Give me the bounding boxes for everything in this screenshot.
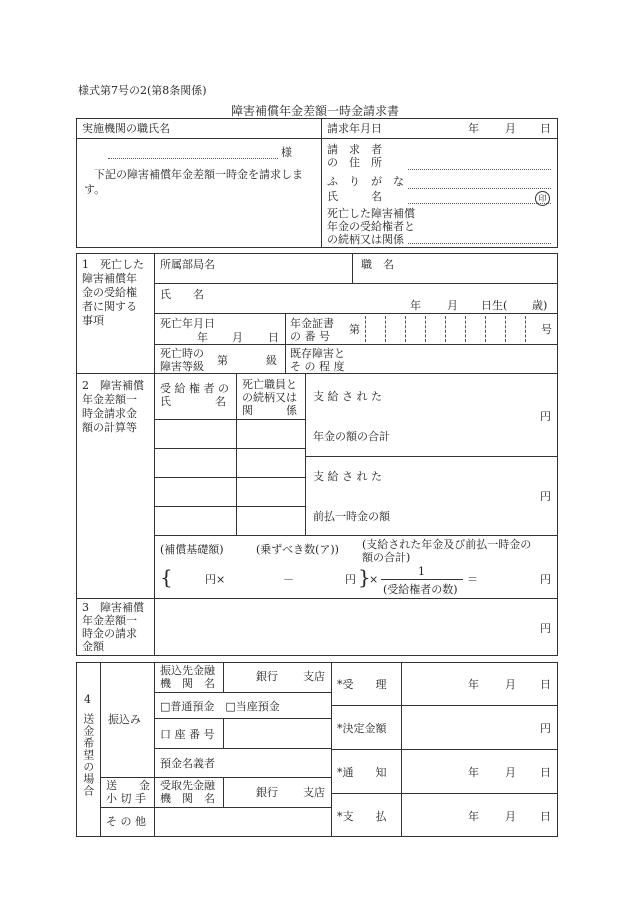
other-label: そ の 他 [106, 815, 146, 828]
paid-lump-yen[interactable]: 円 [540, 490, 551, 503]
death-month[interactable]: 月 [232, 331, 243, 344]
account-number-label: 口 座 番 号 [160, 728, 215, 741]
sec1-header: 1 死亡した 障害補償年 金の受給権 者に関する 事項 [82, 258, 144, 327]
sec3-header: 3 障害補償 年金差額一 時金の請求 金額 [82, 601, 144, 653]
furikomi-label: 振込み [108, 713, 141, 726]
post-label: 職 名 [361, 258, 394, 271]
received-month[interactable]: 月 [505, 678, 516, 691]
deceased-name-label: 氏 名 [160, 288, 204, 301]
paid-lump-label-1: 支 給 さ れ た [313, 470, 382, 483]
sec2-header: 2 障害補償 年金差額一 時金請求金 額の計算等 [82, 379, 144, 434]
notified-label: *通 知 [337, 766, 387, 779]
beneficiary-relation-label: 死亡職員と の続柄又は 関 係 [242, 378, 297, 417]
name-label: 氏 名 [327, 190, 382, 203]
account-holder-label: 預金名義者 [160, 757, 215, 770]
death-year[interactable]: 年 [197, 331, 208, 344]
deposit-type-options[interactable]: □普通預金 □当座預金 [160, 700, 280, 713]
paid-month[interactable]: 月 [505, 810, 516, 823]
death-day[interactable]: 日 [268, 331, 279, 344]
minus-sign: － [283, 573, 294, 586]
base-yen-times[interactable]: 円× [205, 573, 226, 586]
relation-field[interactable] [408, 243, 551, 244]
bank-label: 振込先金融 機 関 名 [160, 664, 215, 690]
brace-left: { [160, 565, 173, 589]
request-date-label: 請求年月日 [327, 122, 382, 135]
sec4-header: 送金希望の場合 [81, 713, 95, 797]
institution-label: 実施機関の職氏名 [82, 122, 170, 135]
request-day[interactable]: 日 [540, 122, 551, 135]
sama-label: 様 [281, 146, 292, 159]
age[interactable]: 歳) [532, 299, 548, 312]
paid-day[interactable]: 日 [540, 810, 551, 823]
sec4-number: 4 [84, 693, 91, 706]
beneficiary-name-label: 受 給 権 者 の 氏 名 [160, 382, 229, 408]
times-sign: × [369, 573, 379, 586]
name-field[interactable] [408, 203, 551, 204]
total-paid-label: (支給された年金及び前払一時金の 額の合計) [362, 538, 532, 564]
cert-go: 号 [541, 323, 552, 336]
result-yen[interactable]: 円 [540, 573, 551, 586]
check-bank-label: 受取先金融 機 関 名 [160, 779, 215, 805]
decided-amount-yen[interactable]: 円 [540, 722, 551, 735]
fraction-numerator: 1 [418, 565, 425, 578]
cert-dai: 第 [349, 323, 360, 336]
relation-label: 死亡した障害補償 年金の受給権者と の続柄又は関係 [327, 207, 415, 246]
base-amount-label: (補償基礎額) [160, 543, 224, 556]
existing-disability-label: 既存障害と そ の 程 度 [290, 347, 345, 373]
death-date-label: 死亡年月日 [160, 317, 215, 330]
request-year[interactable]: 年 [468, 122, 479, 135]
received-year[interactable]: 年 [468, 678, 479, 691]
bureau-label: 所属部局名 [160, 258, 215, 271]
received-label: *受 理 [337, 678, 387, 691]
brace-right: } [358, 565, 371, 589]
seal-icon: 印 [535, 191, 550, 206]
birth-year[interactable]: 年 [410, 299, 421, 312]
furigana-label: ふ り が な [327, 175, 404, 188]
section-2 [76, 373, 558, 599]
form-title: 障害補償年金差額一時金請求書 [231, 104, 400, 118]
paid-label: *支 払 [337, 810, 387, 823]
check-label: 送 金 小 切 手 [106, 779, 150, 805]
branch-text[interactable]: 支店 [303, 670, 325, 683]
fraction-denominator: (受給権者の数) [383, 583, 458, 596]
fraction-bar [381, 579, 463, 580]
paid-pension-label-2: 年金の額の合計 [313, 430, 390, 443]
total-yen[interactable]: 円 [345, 573, 356, 586]
received-day[interactable]: 日 [540, 678, 551, 691]
equals-sign: ＝ [467, 573, 478, 586]
multiplier-label: (乗ずべき数(ア)) [256, 543, 339, 556]
claim-amount-yen[interactable]: 円 [540, 622, 551, 635]
check-bank-text[interactable]: 銀行 [256, 786, 278, 799]
pension-cert-label: 年金証書 の 番 号 [290, 317, 334, 343]
paid-pension-yen[interactable]: 円 [540, 410, 551, 423]
bank-text[interactable]: 銀行 [256, 670, 278, 683]
birth-day[interactable]: 日生( [481, 299, 508, 312]
section-3 [76, 598, 558, 656]
notified-month[interactable]: 月 [505, 766, 516, 779]
grade-dai: 第 [217, 354, 228, 367]
grade-kyu: 級 [266, 354, 277, 367]
birth-month[interactable]: 月 [447, 299, 458, 312]
decided-amount-label: *決定金額 [337, 722, 387, 735]
paid-lump-label-2: 前払一時金の額 [313, 510, 390, 523]
notified-year[interactable]: 年 [468, 766, 479, 779]
grade-label: 死亡時の 障害等級 [160, 347, 204, 373]
address-label: 請 求 者 の 住 所 [327, 143, 382, 169]
paid-pension-label-1: 支 給 さ れ た [313, 390, 382, 403]
request-text: 下記の障害補償年金差額一時金を請求します。 [84, 168, 303, 196]
notified-day[interactable]: 日 [540, 766, 551, 779]
institution-name-field[interactable] [108, 158, 278, 159]
request-month[interactable]: 月 [505, 122, 516, 135]
paid-year[interactable]: 年 [468, 810, 479, 823]
address-field[interactable] [408, 169, 551, 170]
form-number: 様式第7号の2(第8条関係) [78, 84, 207, 97]
check-branch-text[interactable]: 支店 [303, 786, 325, 799]
